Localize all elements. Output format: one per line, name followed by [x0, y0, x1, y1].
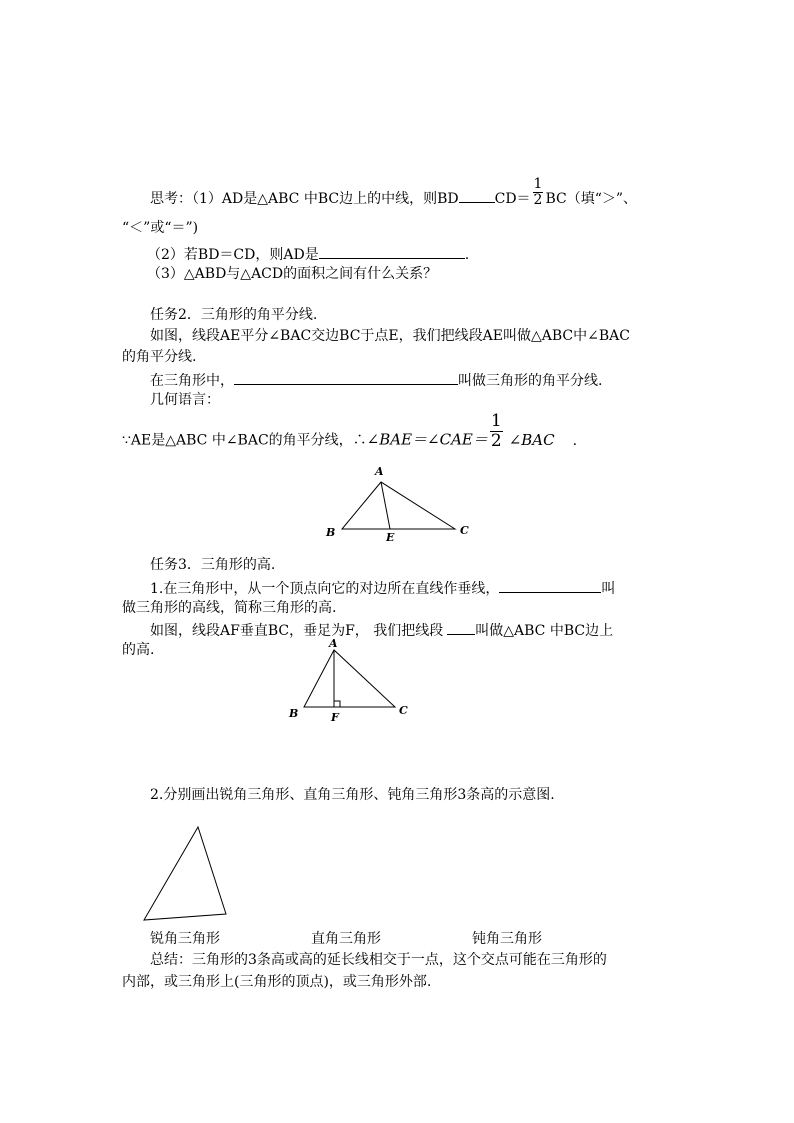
summary-line-1: 总结：三角形的3条高或高的延长线相交于一点，这个交点可能在三角形的 — [150, 952, 607, 968]
task3-para-1 — [150, 578, 615, 598]
label-f: F — [331, 711, 339, 724]
task2-blank[interactable] — [234, 370, 458, 385]
fraction-half — [533, 177, 544, 208]
task2-para-2 — [150, 370, 602, 390]
angle-equation: ∠BAE＝∠CAE＝ — [366, 430, 488, 449]
task2-text-4a: ∵AE是△ABC 中∠BAC的角平分线，∴ — [122, 432, 367, 449]
task3-text-1b: 叫 — [601, 581, 616, 597]
task3-para-1c: 做三角形的高线，简称三角形的高. — [122, 600, 337, 616]
think-text-1c: BC（填“＞”、 — [545, 191, 638, 207]
label-a: A — [375, 465, 384, 478]
task3-text-1a: 1.在三角形中，从一个顶点向它的对边所在直线作垂线， — [150, 581, 500, 597]
triangle-abc — [342, 482, 455, 529]
fraction-denominator: 2 — [533, 191, 543, 208]
figure-altitude — [285, 635, 420, 730]
fraction-numerator: 1 — [533, 175, 543, 192]
task3-text-2b: 叫做△ABC 中BC边上 — [475, 623, 614, 639]
triangle-abc-2 — [304, 650, 395, 707]
think-text-1a: 思考：（1）AD是△ABC 中BC边上的中线，则BD — [150, 191, 459, 207]
think-blank-2[interactable] — [319, 244, 465, 259]
label-b-2: B — [289, 707, 299, 720]
think-blank-1[interactable] — [459, 188, 495, 203]
task2-para-1b: 的角平分线. — [122, 349, 197, 365]
think-line-3 — [147, 244, 469, 264]
angle-bac: ∠BAC — [508, 430, 555, 449]
fraction-half-2 — [490, 412, 503, 451]
figure-angle-bisector — [320, 460, 480, 545]
label-b: B — [326, 526, 336, 539]
task2-title: 任务2．三角形的角平分线. — [150, 307, 318, 323]
task3-para-2c: 的高. — [122, 642, 155, 658]
task3-para-3: 2.分别画出锐角三角形、直角三角形、钝角三角形3条高的示意图. — [150, 787, 555, 803]
think-text-3b: . — [464, 247, 470, 263]
think-line-4: （3）△ABD与△ACD的面积之间有什么关系？ — [147, 266, 438, 282]
figure-acute-triangle — [140, 822, 235, 927]
label-c-2: C — [399, 704, 408, 717]
fraction-denominator-2: 2 — [490, 431, 502, 451]
label-obtuse-triangle: 钝角三角形 — [472, 931, 542, 947]
task2-para-3: 几何语言： — [150, 392, 220, 408]
task3-blank-1[interactable] — [499, 578, 601, 593]
label-e: E — [386, 531, 395, 544]
think-line-1 — [150, 175, 638, 208]
bisector-ae — [381, 482, 390, 529]
label-a-2: A — [329, 637, 338, 650]
task2-para-4 — [122, 411, 578, 451]
acute-triangle — [144, 827, 226, 920]
think-text-3a: （2）若BD＝CD，则AD是 — [147, 247, 319, 263]
task2-text-2b: 叫做三角形的角平分线. — [458, 373, 603, 389]
right-angle-mark — [334, 701, 340, 707]
think-text-1b: CD＝ — [494, 191, 531, 207]
task3-text-2a: 如图，线段AF垂直BC，垂足为F， 我们把线段 — [150, 623, 444, 639]
task2-para-1a: 如图，线段AE平分∠BAC交边BC于点E，我们把线段AE叫做△ABC中∠BAC — [150, 328, 630, 344]
label-c: C — [460, 524, 469, 537]
task3-title: 任务3．三角形的高. — [150, 557, 276, 573]
task2-text-4end: . — [572, 432, 578, 449]
task3-blank-2[interactable] — [447, 620, 475, 635]
fraction-numerator-2: 1 — [490, 411, 502, 431]
task2-text-2a: 在三角形中， — [150, 373, 234, 389]
summary-line-2: 内部，或三角形上(三角形的顶点)，或三角形外部. — [122, 974, 432, 990]
label-right-triangle: 直角三角形 — [311, 931, 381, 947]
think-line-2: “＜”或“＝”) — [122, 220, 199, 236]
label-acute-triangle: 锐角三角形 — [150, 931, 220, 947]
